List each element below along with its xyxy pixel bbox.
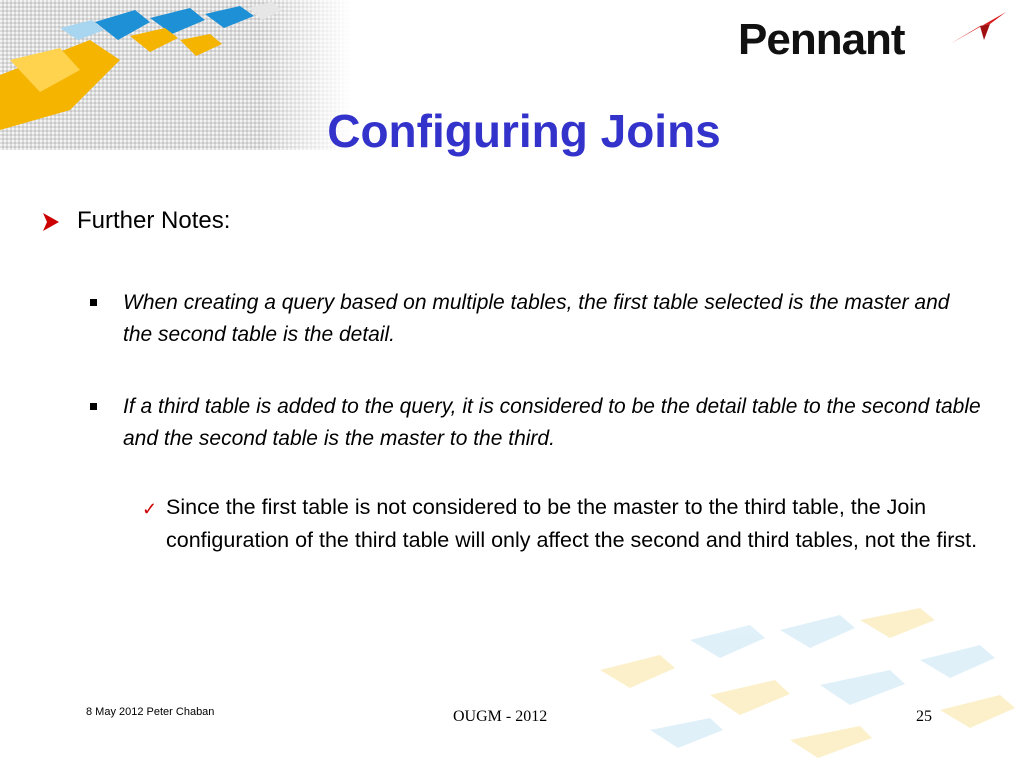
logo-swoosh-icon (950, 10, 1006, 50)
bullet-level1-text: Further Notes: (77, 207, 231, 234)
footer-date-author: 8 May 2012 Peter Chaban (86, 706, 215, 718)
arrow-bullet-icon (40, 211, 62, 233)
square-bullet-icon (90, 403, 97, 410)
logo-text: Pennant (738, 15, 905, 64)
bullet-level2-text: If a third table is added to the query, it is considered to be the detail table to the second table and the second table is the master to the third. (123, 395, 981, 450)
bullet-level2-text: When creating a query based on multiple tables, the first table selected is the master and the second table is the detail. (123, 291, 950, 346)
square-bullet-icon (90, 299, 97, 306)
pennant-logo (736, 10, 1006, 68)
slide-number: 25 (916, 708, 932, 725)
decorative-bottom-arrows-graphic (560, 600, 1024, 768)
check-bullet-icon: ✓ (142, 499, 158, 519)
slide-title: Configuring Joins (327, 105, 721, 157)
footer-center-text: OUGM - 2012 (453, 708, 548, 725)
bullet-level3-text: Since the first table is not considered to be the master to the third table, the Join configuration of the third table will only affect the second and third tables, not the first. (166, 495, 978, 552)
